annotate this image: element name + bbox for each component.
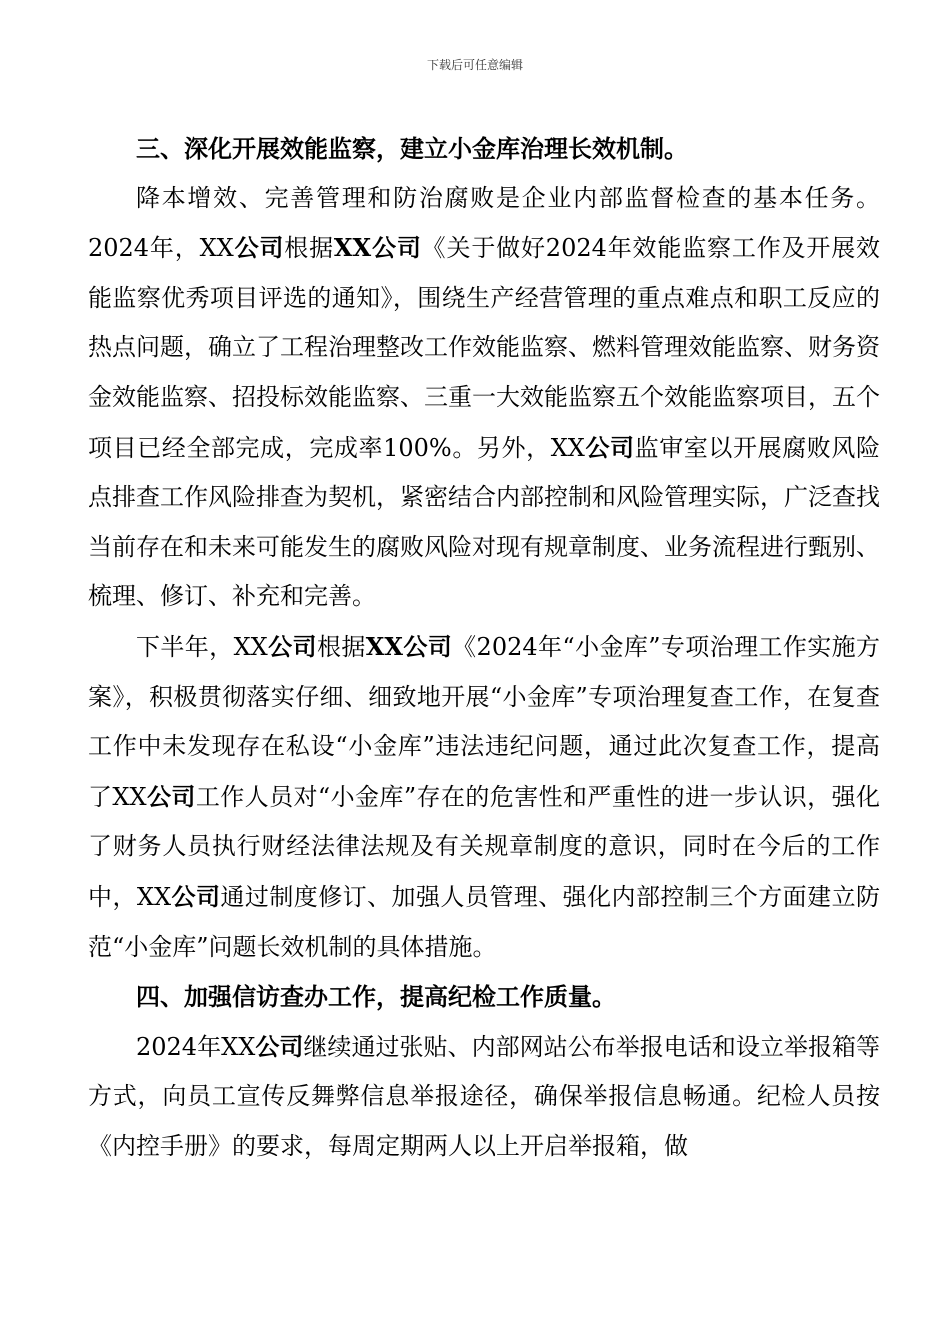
text-run: 根据 [284, 234, 334, 263]
text-run: 通过制度修订、加强人员管理、强化内部控制三个方面建立防范“小金库”问题长效机制的具体措施。 [88, 882, 881, 961]
bold-text-run: 公司 [171, 881, 221, 911]
bold-text-run: 公司 [146, 781, 196, 811]
document-body [88, 124, 880, 1171]
text-run: 《2024年“小金库”专项治理工作实施方案》，积极贯彻落实仔细、细致地开展“小金库”专项治理复查工作，在复查工作中未发现存在私设“小金库”违法违纪问题，通过此次复查工作，提高了XX [88, 632, 881, 811]
bold-text-run: XX公司 [333, 233, 422, 263]
text-run: 工作人员对“小金库”存在的危害性和严重性的进一步认识，强化了财务人员执行财经法律法规及有关规章制度的意识，同时在今后的工作中，XX [88, 782, 881, 911]
text-run: 继续通过张贴、内部网站公布举报电话和设立举报箱等方式，向员工宣传反舞弊信息举报途径，确保举报信息畅通。纪检人员按《内控手册》的要求，每周定期两人以上开启举报箱，做 [88, 1032, 881, 1160]
bold-text-run: 公司 [267, 631, 317, 661]
section-heading-3: 三、深化开展效能监察，建立小金库治理长效机制。 [136, 134, 688, 163]
text-run: 《关于做好2024年效能监察工作及开展效能监察优秀项目评选的通知》，围绕生产经营管理的重点难点和职工反应的热点问题，确立了工程治理整改工作效能监察、燃料管理效能监察、财务资金效能监察、招投标效能监察、三重一大效能监察五个效能监察项目，五个项目已经全部完成，完成率100%。另外，XX [88, 234, 881, 462]
paragraph [88, 174, 880, 622]
text-run: 2024年XX [136, 1032, 256, 1061]
bold-text-run: 公司 [233, 233, 285, 263]
text-run: 下半年，XX [136, 632, 268, 661]
text-run: 降本增效、完善管理和防治腐败是企业内部监督检查的基本任务。2024年，XX [88, 183, 880, 263]
bold-text-run: XX公司 [365, 631, 453, 661]
page-header: 下载后可任意编辑 [426, 58, 523, 72]
bold-text-run: 公司 [255, 1031, 304, 1061]
paragraph [88, 622, 880, 972]
section-heading-4: 四、加强信访查办工作，提高纪检工作质量。 [136, 982, 616, 1012]
text-run: 根据 [316, 632, 366, 661]
paragraph [88, 1022, 880, 1172]
text-run: 监审室以开展腐败风险点排查工作风险排查为契机，紧密结合内部控制和风险管理实际，广泛查找当前存在和未来可能发生的腐败风险对现有规章制度、业务流程进行甄别、梳理、修订、补充和完善。 [88, 433, 880, 611]
bold-text-run: 公司 [584, 432, 635, 462]
